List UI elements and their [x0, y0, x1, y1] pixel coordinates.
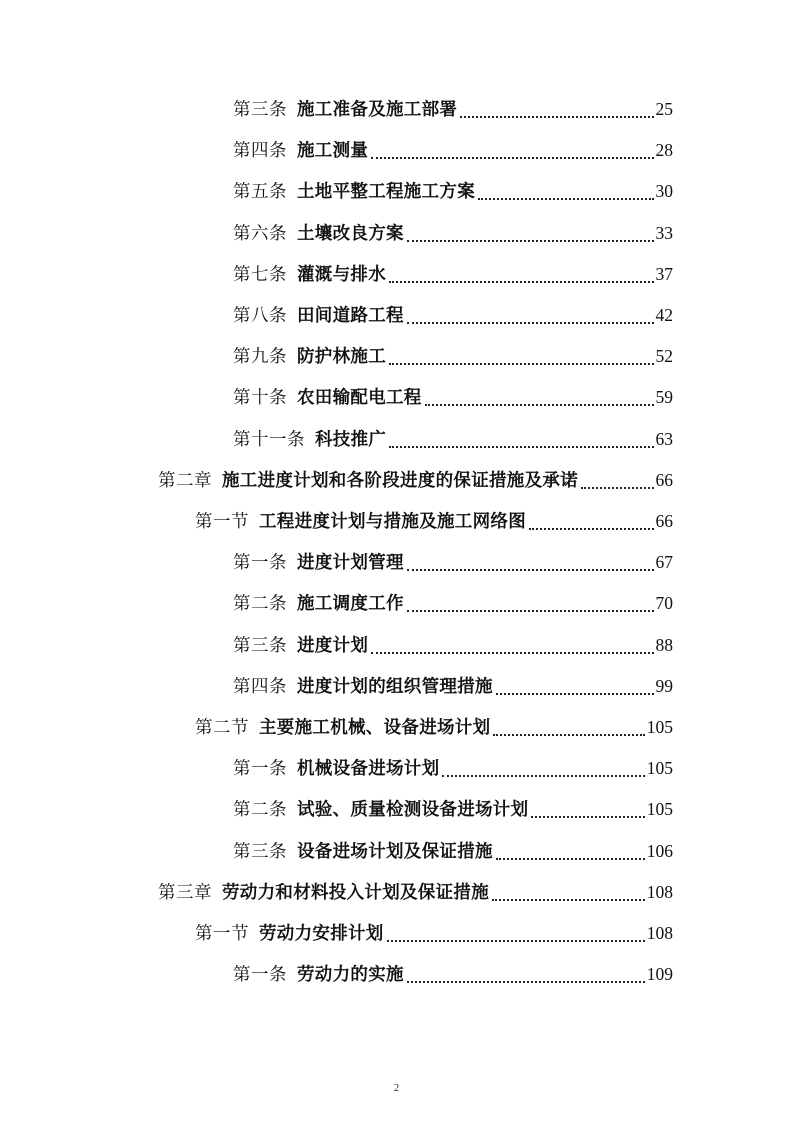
toc-entry-page: 28 — [655, 140, 673, 161]
toc-entry-title: 劳动力和材料投入计划及保证措施 — [222, 882, 489, 903]
dot-leader — [493, 734, 644, 736]
toc-entry-title: 设备进场计划及保证措施 — [297, 841, 493, 862]
dot-leader — [442, 775, 644, 777]
toc-entry[interactable] — [233, 136, 673, 164]
toc-entry-title: 进度计划 — [297, 635, 369, 656]
toc-entry[interactable] — [158, 466, 673, 494]
toc-entry[interactable] — [158, 878, 673, 906]
toc-entry-page: 88 — [655, 634, 673, 655]
dot-leader — [496, 693, 654, 695]
toc-entry[interactable] — [233, 260, 673, 288]
toc-entry-title: 劳动力的实施 — [297, 965, 404, 986]
toc-entry-page: 109 — [646, 964, 673, 985]
toc-entry-page: 108 — [646, 881, 673, 902]
toc-entry-prefix: 第八条 — [233, 306, 287, 326]
toc-entry[interactable] — [233, 383, 673, 411]
toc-entry-title: 试验、质量检测设备进场计划 — [297, 800, 529, 821]
dot-leader — [531, 816, 644, 818]
toc-entry-title: 进度计划管理 — [297, 553, 404, 574]
toc-entry[interactable] — [233, 754, 673, 782]
toc-entry-title: 劳动力安排计划 — [259, 924, 384, 944]
toc-entry-prefix: 第四条 — [233, 676, 287, 697]
toc-entry-title: 农田输配电工程 — [297, 388, 422, 409]
dot-leader — [529, 528, 654, 530]
toc-entry-prefix: 第二节 — [195, 718, 249, 738]
toc-entry[interactable] — [233, 219, 673, 247]
toc-entry-prefix: 第七条 — [233, 264, 287, 285]
toc-entry[interactable] — [233, 960, 673, 988]
toc-entry-page: 33 — [655, 222, 673, 243]
dot-leader — [407, 610, 654, 612]
toc-entry-page: 66 — [655, 469, 673, 490]
toc-entry[interactable] — [233, 631, 673, 659]
dot-leader — [371, 157, 653, 159]
toc-entry-prefix: 第三章 — [158, 882, 212, 903]
toc-entry-prefix: 第一条 — [233, 553, 287, 574]
toc-entry-page: 108 — [646, 923, 673, 943]
dot-leader — [389, 281, 654, 283]
toc-entry-title: 科技推广 — [315, 429, 387, 450]
toc-entry-prefix: 第二章 — [158, 470, 212, 491]
toc-entry-page: 42 — [655, 305, 673, 325]
toc-entry-page: 52 — [655, 346, 673, 367]
toc-entry-title: 施工调度工作 — [297, 594, 404, 615]
toc-entry-page: 63 — [655, 428, 673, 449]
toc-entry[interactable] — [195, 713, 673, 741]
toc-entry-prefix: 第一节 — [195, 512, 249, 532]
toc-entry-page: 66 — [655, 511, 673, 531]
dot-leader — [478, 198, 654, 200]
toc-entry-page: 106 — [646, 840, 673, 861]
dot-leader — [492, 899, 645, 901]
toc-entry-page: 99 — [655, 675, 673, 696]
dot-leader — [389, 446, 653, 448]
dot-leader — [389, 363, 654, 365]
toc-entry-prefix: 第六条 — [233, 223, 287, 244]
toc-entry[interactable] — [233, 95, 673, 123]
toc-entry-prefix: 第十条 — [233, 388, 287, 409]
toc-entry-title: 施工进度计划和各阶段进度的保证措施及承诺 — [222, 470, 578, 491]
toc-entry-page: 25 — [655, 99, 673, 119]
toc-entry-prefix: 第十一条 — [233, 429, 305, 450]
toc-entry-title: 机械设备进场计划 — [297, 759, 440, 780]
toc-entry-title: 土地平整工程施工方案 — [297, 182, 475, 203]
toc-entry-prefix: 第三条 — [233, 100, 287, 120]
toc-entry-prefix: 第一节 — [195, 924, 249, 944]
toc-entry-page: 30 — [655, 181, 673, 202]
toc-entry-prefix: 第二条 — [233, 594, 287, 615]
toc-entry-page: 59 — [655, 387, 673, 408]
toc-entry-prefix: 第三条 — [233, 635, 287, 656]
dot-leader — [460, 116, 653, 118]
toc-entry-title: 工程进度计划与措施及施工网络图 — [259, 512, 526, 532]
toc-entry[interactable] — [195, 919, 673, 947]
toc-entry[interactable] — [233, 177, 673, 205]
toc-entry[interactable] — [195, 507, 673, 535]
toc-entry-title: 田间道路工程 — [297, 306, 404, 326]
toc-entry-title: 施工准备及施工部署 — [297, 100, 458, 120]
dot-leader — [581, 487, 654, 489]
toc-entry-title: 施工测量 — [297, 141, 369, 162]
toc-entry-prefix: 第九条 — [233, 347, 287, 368]
toc-entry[interactable] — [233, 837, 673, 865]
toc-entry[interactable] — [233, 795, 673, 823]
toc-entry-title: 土壤改良方案 — [297, 223, 404, 244]
page-number: 2 — [393, 1082, 400, 1094]
dot-leader — [407, 569, 654, 571]
toc-entry[interactable] — [233, 425, 673, 453]
toc-entry-prefix: 第一条 — [233, 965, 287, 986]
toc-entry[interactable] — [233, 548, 673, 576]
toc-entry-page: 105 — [646, 799, 673, 820]
toc-entry-page: 105 — [646, 758, 673, 779]
dot-leader — [371, 652, 653, 654]
toc-entry[interactable] — [233, 301, 673, 329]
toc-entry-prefix: 第四条 — [233, 141, 287, 162]
toc-entry-page: 70 — [655, 593, 673, 614]
toc-entry-prefix: 第五条 — [233, 182, 287, 203]
toc-entry-prefix: 第二条 — [233, 800, 287, 821]
toc-entry[interactable] — [233, 589, 673, 617]
dot-leader — [496, 858, 645, 860]
toc-entry-title: 主要施工机械、设备进场计划 — [259, 718, 491, 738]
toc-entry-title: 防护林施工 — [297, 347, 386, 368]
dot-leader — [407, 240, 654, 242]
toc-entry-page: 37 — [655, 263, 673, 284]
dot-leader — [425, 404, 654, 406]
toc-entry-prefix: 第一条 — [233, 759, 287, 780]
toc-entry-title: 进度计划的组织管理措施 — [297, 676, 493, 697]
toc-entry-prefix: 第三条 — [233, 841, 287, 862]
dot-leader — [407, 981, 645, 983]
toc-entry-page: 67 — [655, 552, 673, 573]
toc-entry-title: 灌溉与排水 — [297, 264, 386, 285]
toc-entry-page: 105 — [646, 717, 673, 737]
toc-entry[interactable] — [233, 342, 673, 370]
toc-entry[interactable] — [233, 672, 673, 700]
dot-leader — [387, 940, 645, 942]
dot-leader — [407, 322, 654, 324]
